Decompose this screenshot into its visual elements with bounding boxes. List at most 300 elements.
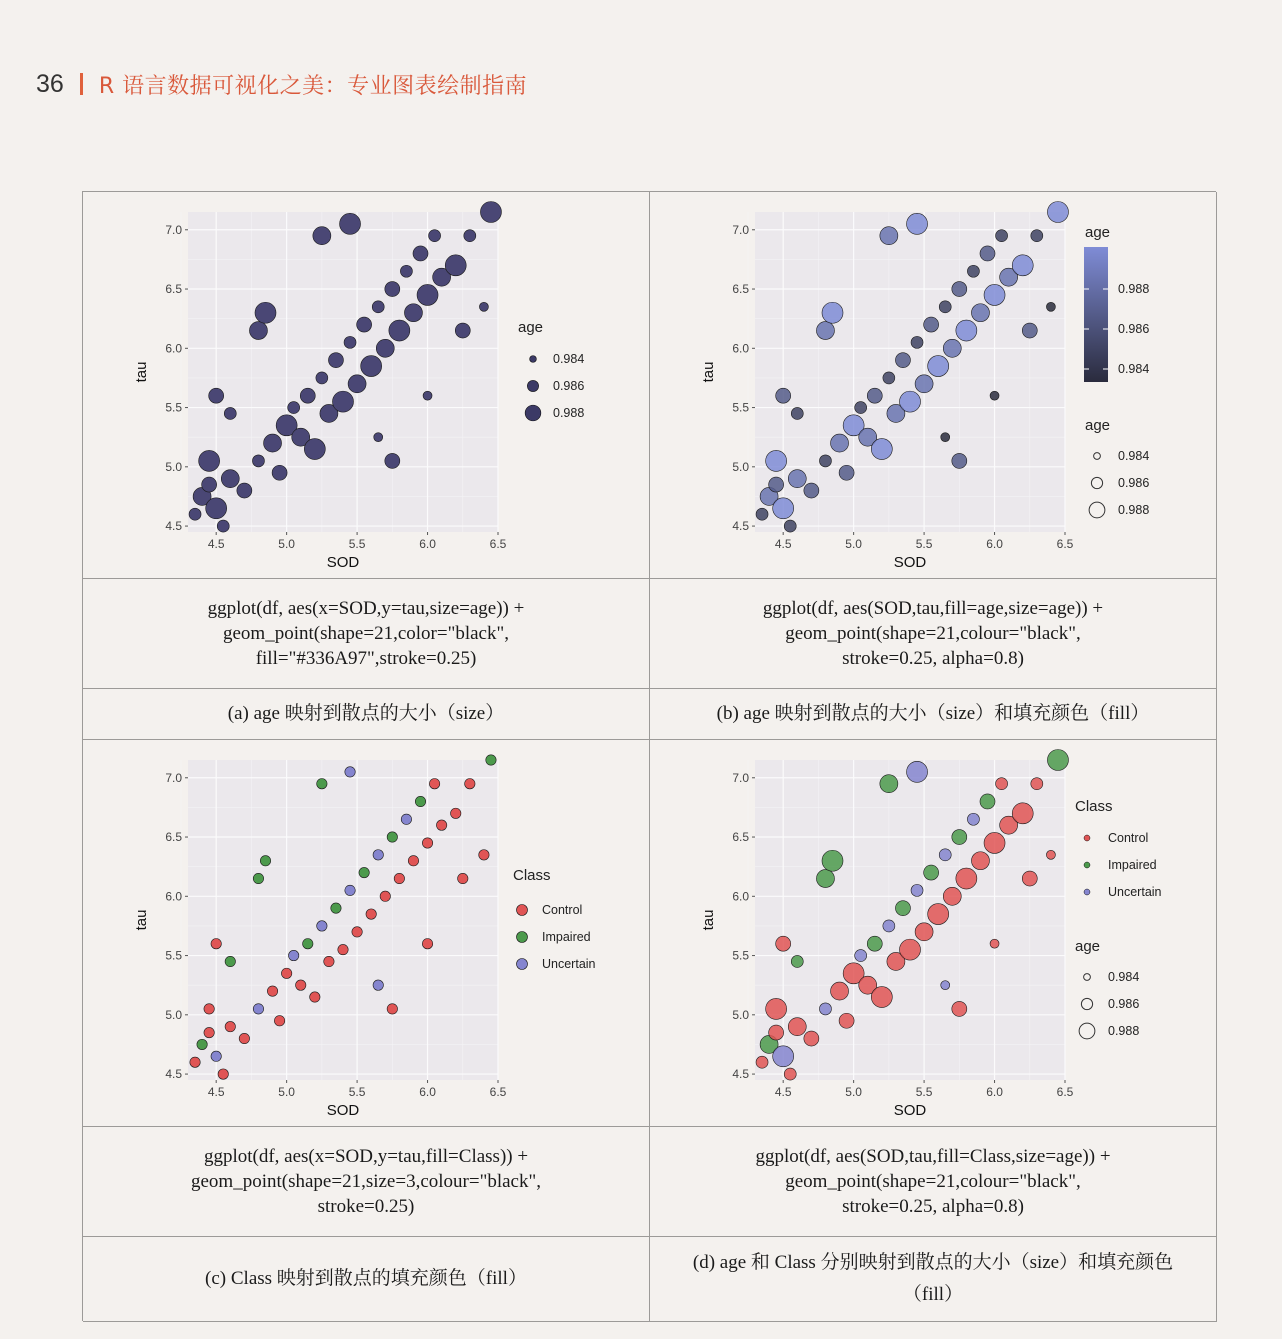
data-point — [218, 1069, 228, 1079]
x-axis-label: SOD — [893, 1102, 927, 1119]
data-point — [924, 865, 939, 880]
data-point — [455, 323, 470, 338]
y-tick-label: 6.5 — [732, 282, 749, 297]
data-point — [996, 230, 1008, 242]
data-point — [871, 987, 892, 1008]
data-point — [928, 904, 949, 925]
data-point — [357, 317, 372, 332]
data-point — [907, 213, 928, 234]
data-point — [900, 391, 921, 412]
data-point — [486, 755, 496, 765]
data-point — [260, 856, 270, 866]
data-point — [359, 867, 369, 877]
y-tick-label: 4.5 — [165, 519, 182, 534]
code-cell-d — [650, 1127, 1217, 1237]
data-point — [458, 873, 468, 883]
data-point — [253, 1004, 263, 1014]
data-point — [310, 992, 320, 1002]
data-point — [967, 813, 979, 825]
data-point — [300, 388, 315, 403]
plot-panel-background — [188, 760, 498, 1080]
plot-cell-d — [650, 740, 1217, 1127]
y-axis-label: tau — [700, 909, 717, 931]
legend-title: age — [1075, 938, 1101, 955]
data-point — [1031, 230, 1043, 242]
data-point — [784, 520, 796, 532]
data-point — [984, 832, 1005, 853]
data-point — [769, 1025, 784, 1040]
plot-cell-b — [650, 192, 1217, 579]
color-bar — [1084, 247, 1108, 382]
data-point — [267, 986, 277, 996]
data-point — [819, 455, 831, 467]
data-point — [831, 982, 849, 1000]
data-point — [791, 955, 803, 967]
data-point — [980, 246, 995, 261]
data-point — [867, 388, 882, 403]
data-point — [839, 1013, 854, 1028]
data-point — [217, 520, 229, 532]
data-point — [445, 255, 466, 276]
data-point — [855, 950, 867, 962]
y-tick-label: 4.5 — [732, 519, 749, 534]
legend-label: Control — [1108, 831, 1149, 845]
book-title: R 语言数据可视化之美：专业图表绘制指南 — [98, 73, 528, 99]
x-tick-label: 4.5 — [207, 537, 225, 551]
data-point — [345, 767, 355, 777]
legend-label: 0.984 — [1118, 449, 1150, 463]
data-point — [984, 284, 1005, 305]
data-point — [394, 873, 404, 883]
plot-cell-c — [83, 740, 650, 1127]
code-line: ggplot(df, aes(SOD,tau,fill=age,size=age)) + — [762, 598, 1104, 619]
y-tick-label: 7.0 — [165, 222, 182, 237]
x-tick-label: 5.5 — [348, 537, 366, 551]
x-tick-label: 6.5 — [489, 537, 507, 551]
data-point — [376, 339, 394, 357]
y-tick-label: 6.0 — [165, 341, 182, 356]
data-point — [1012, 803, 1033, 824]
data-point — [822, 850, 843, 871]
data-point — [804, 1031, 819, 1046]
caption-b: (b) age 映射到散点的大小（size）和填充颜色（fill） — [650, 689, 1217, 740]
data-point — [225, 956, 235, 966]
code-line: ggplot(df, aes(SOD,tau,fill=Class,size=age)) + — [755, 1146, 1111, 1167]
y-tick-label: 7.0 — [732, 222, 749, 237]
y-tick-label: 5.0 — [732, 1007, 749, 1022]
legend-title: age — [1085, 224, 1111, 241]
header-divider — [80, 73, 83, 95]
data-point — [1022, 323, 1037, 338]
x-tick-label: 6.0 — [419, 1085, 436, 1099]
y-tick-label: 5.0 — [165, 459, 182, 474]
data-point — [1031, 778, 1043, 790]
x-tick-label: 5.5 — [915, 1085, 933, 1099]
y-tick-label: 5.5 — [165, 948, 182, 963]
data-point — [766, 998, 787, 1019]
data-point — [380, 891, 390, 901]
data-point — [776, 388, 791, 403]
y-tick-label: 5.0 — [732, 459, 749, 474]
data-point — [816, 322, 834, 340]
data-point — [281, 968, 291, 978]
data-point — [1046, 302, 1055, 311]
data-point — [822, 302, 843, 323]
code-cell-c — [83, 1127, 650, 1237]
data-point — [756, 1056, 768, 1068]
data-point — [990, 939, 999, 948]
data-point — [895, 353, 910, 368]
data-point — [389, 320, 410, 341]
data-point — [429, 779, 439, 789]
data-point — [967, 265, 979, 277]
legend-key — [1084, 974, 1091, 981]
data-point — [895, 901, 910, 916]
legend-label: Impaired — [1108, 858, 1157, 872]
data-point — [943, 339, 961, 357]
x-tick-label: 6.5 — [1056, 1085, 1074, 1099]
figure-table — [82, 191, 1216, 1321]
data-point — [328, 353, 343, 368]
legend-label: 0.984 — [1118, 362, 1150, 376]
legend-key — [1089, 502, 1105, 518]
x-axis-label: SOD — [326, 1102, 360, 1119]
data-point — [197, 1039, 207, 1049]
legend-label: 0.988 — [1118, 503, 1150, 517]
x-tick-label: 5.5 — [915, 537, 933, 551]
y-tick-label: 6.0 — [732, 341, 749, 356]
legend-key — [517, 905, 528, 916]
data-point — [943, 887, 961, 905]
y-axis-label: tau — [700, 361, 717, 383]
data-point — [331, 903, 341, 913]
code-line: stroke=0.25, alpha=0.8) — [842, 1196, 1024, 1217]
data-point — [956, 320, 977, 341]
y-tick-label: 6.5 — [732, 830, 749, 845]
data-point — [773, 1046, 794, 1067]
data-point — [422, 939, 432, 949]
data-point — [288, 950, 298, 960]
y-tick-label: 4.5 — [732, 1067, 749, 1082]
code-line: ggplot(df, aes(x=SOD,y=tau,size=age)) + — [207, 598, 525, 619]
data-point — [366, 909, 376, 919]
page-number: 36 — [36, 69, 64, 98]
data-point — [788, 1018, 806, 1036]
legend-label: 0.986 — [1118, 476, 1150, 490]
data-point — [883, 372, 895, 384]
y-tick-label: 7.0 — [732, 770, 749, 785]
data-point — [422, 838, 432, 848]
legend-key — [1094, 453, 1101, 460]
data-point — [915, 923, 933, 941]
scatter-plot-a — [83, 192, 648, 577]
data-point — [296, 980, 306, 990]
data-point — [237, 483, 252, 498]
data-point — [804, 483, 819, 498]
x-tick-label: 5.0 — [845, 537, 862, 551]
legend-label: 0.986 — [553, 379, 585, 393]
data-point — [952, 830, 967, 845]
legend-label: Uncertain — [542, 957, 596, 971]
data-point — [952, 453, 967, 468]
data-point — [352, 927, 362, 937]
data-point — [252, 455, 264, 467]
data-point — [190, 1057, 200, 1067]
scatter-plot-d — [650, 740, 1215, 1125]
legend-title: Class — [513, 867, 551, 884]
legend-title: age — [518, 319, 544, 336]
data-point — [784, 1068, 796, 1080]
y-tick-label: 5.0 — [165, 1007, 182, 1022]
data-point — [971, 852, 989, 870]
code-line: stroke=0.25) — [317, 1196, 415, 1217]
legend-key — [1084, 835, 1090, 841]
data-point — [915, 375, 933, 393]
data-point — [417, 284, 438, 305]
data-point — [221, 470, 239, 488]
data-point — [756, 508, 768, 520]
y-tick-label: 5.5 — [165, 400, 182, 415]
data-point — [264, 434, 282, 452]
y-tick-label: 7.0 — [165, 770, 182, 785]
x-tick-label: 5.0 — [278, 537, 295, 551]
data-point — [769, 477, 784, 492]
data-point — [316, 372, 328, 384]
caption-c: (c) Class 映射到散点的填充颜色（fill） — [83, 1237, 650, 1322]
legend-label: Control — [542, 903, 583, 917]
y-tick-label: 6.0 — [165, 889, 182, 904]
data-point — [479, 302, 488, 311]
page-header — [36, 66, 527, 102]
data-point — [939, 849, 951, 861]
data-point — [317, 779, 327, 789]
code-line: ggplot(df, aes(x=SOD,y=tau,fill=Class)) + — [203, 1146, 529, 1167]
caption-d: (d) age 和 Class 分别映射到散点的大小（size）和填充颜色（fill） — [650, 1237, 1217, 1322]
data-point — [224, 407, 236, 419]
legend-key — [1084, 889, 1090, 895]
data-point — [788, 470, 806, 488]
y-tick-label: 5.5 — [732, 400, 749, 415]
data-point — [1047, 202, 1068, 223]
legend-key — [1079, 1023, 1095, 1039]
data-point — [239, 1033, 249, 1043]
data-point — [202, 477, 217, 492]
data-point — [401, 814, 411, 824]
legend-key — [1081, 998, 1092, 1009]
data-point — [776, 936, 791, 951]
data-point — [839, 465, 854, 480]
legend-key — [527, 380, 538, 391]
data-point — [345, 885, 355, 895]
data-point — [1012, 255, 1033, 276]
data-point — [324, 956, 334, 966]
data-point — [1047, 750, 1068, 771]
y-axis-label: tau — [133, 361, 150, 383]
legend-key — [517, 959, 528, 970]
data-point — [372, 301, 384, 313]
data-point — [480, 202, 501, 223]
data-point — [413, 246, 428, 261]
data-point — [374, 433, 383, 442]
data-point — [831, 434, 849, 452]
x-axis-label: SOD — [326, 554, 360, 571]
data-point — [209, 388, 224, 403]
y-tick-label: 4.5 — [165, 1067, 182, 1082]
data-point — [996, 778, 1008, 790]
legend-label: 0.986 — [1118, 322, 1150, 336]
data-point — [773, 498, 794, 519]
data-point — [956, 868, 977, 889]
data-point — [211, 939, 221, 949]
x-tick-label: 5.0 — [278, 1085, 295, 1099]
data-point — [941, 433, 950, 442]
data-point — [924, 317, 939, 332]
data-point — [288, 402, 300, 414]
legend-label: 0.984 — [553, 352, 585, 366]
data-point — [791, 407, 803, 419]
data-point — [255, 302, 276, 323]
data-point — [206, 498, 227, 519]
caption-a: (a) age 映射到散点的大小（size） — [83, 689, 650, 740]
legend-label: 0.988 — [553, 406, 585, 420]
data-point — [408, 856, 418, 866]
legend-label: 0.986 — [1108, 997, 1140, 1011]
data-point — [385, 282, 400, 297]
data-point — [344, 336, 356, 348]
x-tick-label: 6.5 — [489, 1085, 507, 1099]
data-point — [400, 265, 412, 277]
legend-label: Impaired — [542, 930, 591, 944]
data-point — [338, 944, 348, 954]
data-point — [939, 301, 951, 313]
data-point — [867, 936, 882, 951]
data-point — [871, 439, 892, 460]
legend-key — [1091, 477, 1102, 488]
data-point — [816, 870, 834, 888]
data-point — [479, 850, 489, 860]
data-point — [204, 1027, 214, 1037]
scatter-plot-c — [83, 740, 648, 1125]
legend-key — [530, 356, 537, 363]
y-tick-label: 6.5 — [165, 282, 182, 297]
code-line: stroke=0.25, alpha=0.8) — [842, 648, 1024, 669]
data-point — [274, 1016, 284, 1026]
legend-key — [1084, 862, 1090, 868]
data-point — [373, 850, 383, 860]
code-line: geom_point(shape=21,colour="black", — [785, 1171, 1081, 1192]
x-tick-label: 6.5 — [1056, 537, 1074, 551]
data-point — [952, 1001, 967, 1016]
data-point — [911, 336, 923, 348]
x-tick-label: 5.5 — [348, 1085, 366, 1099]
code-cell-a — [83, 579, 650, 689]
data-point — [204, 1004, 214, 1014]
data-point — [423, 391, 432, 400]
data-point — [883, 920, 895, 932]
data-point — [980, 794, 995, 809]
data-point — [855, 402, 867, 414]
legend-key — [517, 932, 528, 943]
x-tick-label: 5.0 — [845, 1085, 862, 1099]
data-point — [404, 304, 422, 322]
data-point — [211, 1051, 221, 1061]
data-point — [900, 939, 921, 960]
x-tick-label: 6.0 — [986, 1085, 1003, 1099]
data-point — [1046, 850, 1055, 859]
data-point — [253, 873, 263, 883]
x-tick-label: 4.5 — [774, 537, 792, 551]
code-cell-b — [650, 579, 1217, 689]
x-axis-label: SOD — [893, 554, 927, 571]
data-point — [313, 227, 331, 245]
data-point — [941, 981, 950, 990]
y-tick-label: 5.5 — [732, 948, 749, 963]
data-point — [880, 775, 898, 793]
data-point — [907, 761, 928, 782]
data-point — [880, 227, 898, 245]
data-point — [249, 322, 267, 340]
data-point — [189, 508, 201, 520]
data-point — [340, 213, 361, 234]
data-point — [911, 884, 923, 896]
data-point — [928, 356, 949, 377]
data-point — [990, 391, 999, 400]
legend-title: Class — [1075, 798, 1113, 815]
x-tick-label: 6.0 — [986, 537, 1003, 551]
data-point — [272, 465, 287, 480]
scatter-plot-b — [650, 192, 1215, 577]
data-point — [361, 356, 382, 377]
data-point — [317, 921, 327, 931]
data-point — [464, 230, 476, 242]
data-point — [225, 1021, 235, 1031]
code-line: geom_point(shape=21,color="black", — [223, 623, 509, 644]
legend-key — [525, 405, 541, 421]
data-point — [1022, 871, 1037, 886]
data-point — [348, 375, 366, 393]
data-point — [429, 230, 441, 242]
y-tick-label: 6.0 — [732, 889, 749, 904]
data-point — [766, 450, 787, 471]
y-tick-label: 6.5 — [165, 830, 182, 845]
data-point — [971, 304, 989, 322]
legend-label: 0.984 — [1108, 970, 1140, 984]
data-point — [436, 820, 446, 830]
legend-label: 0.988 — [1118, 282, 1150, 296]
legend-title: age — [1085, 417, 1111, 434]
data-point — [465, 779, 475, 789]
data-point — [451, 808, 461, 818]
legend-label: 0.988 — [1108, 1024, 1140, 1038]
data-point — [387, 832, 397, 842]
data-point — [819, 1003, 831, 1015]
x-tick-label: 4.5 — [774, 1085, 792, 1099]
data-point — [303, 939, 313, 949]
data-point — [333, 391, 354, 412]
code-line: geom_point(shape=21,size=3,colour="black", — [191, 1171, 541, 1192]
code-line: fill="#336A97",stroke=0.25) — [255, 648, 477, 669]
data-point — [385, 453, 400, 468]
x-tick-label: 4.5 — [207, 1085, 225, 1099]
y-axis-label: tau — [133, 909, 150, 931]
plot-cell-a — [83, 192, 650, 579]
x-tick-label: 6.0 — [419, 537, 436, 551]
data-point — [373, 980, 383, 990]
data-point — [415, 796, 425, 806]
data-point — [199, 450, 220, 471]
code-line: geom_point(shape=21,colour="black", — [785, 623, 1081, 644]
data-point — [387, 1004, 397, 1014]
